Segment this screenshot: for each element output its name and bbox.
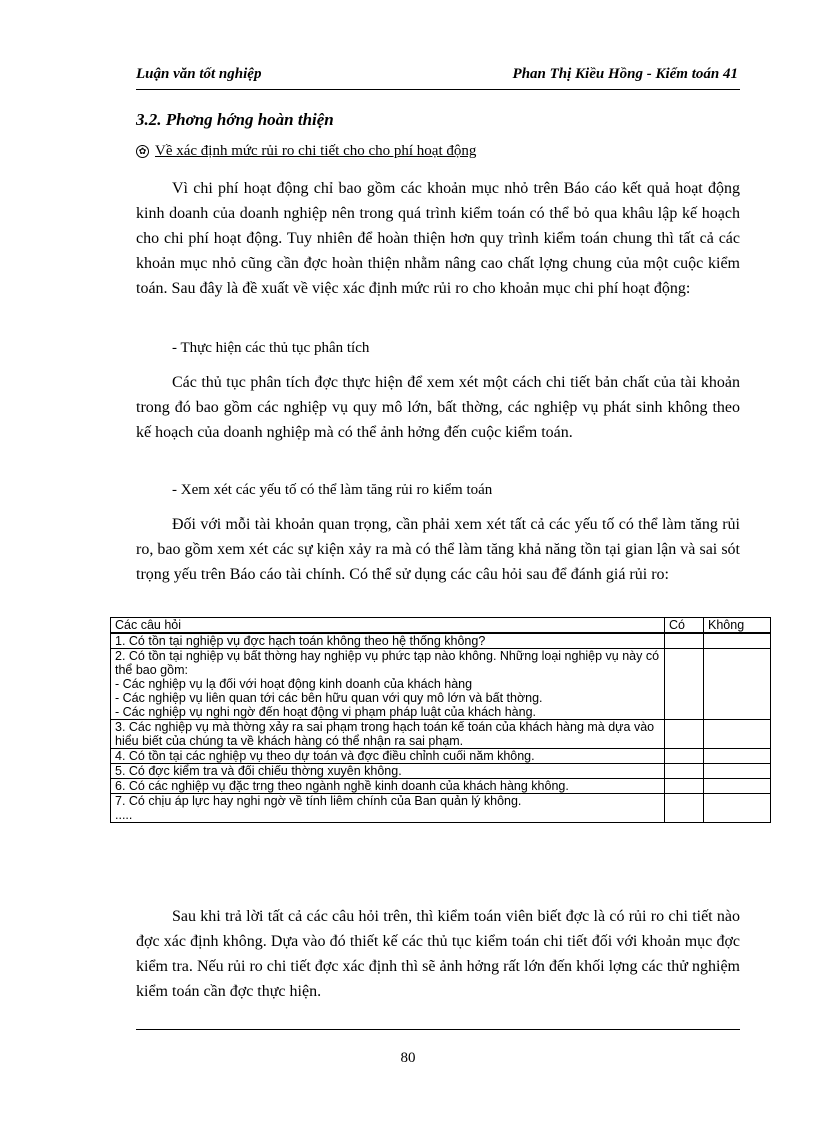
question-cell <box>111 749 665 764</box>
list-item-risk-factors: - Xem xét các yếu tố có thể làm tăng rủi ro kiểm toán <box>172 482 493 498</box>
question-text: 1. Có tồn tại nghiệp vụ đợc hạch toán không theo hệ thống không? <box>115 634 486 648</box>
table-row <box>111 749 771 764</box>
yes-cell <box>665 649 704 720</box>
subheading <box>136 143 476 160</box>
paragraph-3: Đối với mỗi tài khoản quan trọng, cần phải xem xét tất cả các yếu tố có thể làm tăng rủi ro, bao gồm xem xét các sự kiện xảy ra mà có thể làm tăng khả năng tồn tại gian lận và sai sót trọng yếu trên Báo cáo tài chính. Có thể sử dụng các câu hỏi sau để đánh giá rủi ro: <box>136 516 740 583</box>
section-heading: 3.2. Phơng hớng hoàn thiện <box>136 110 334 129</box>
table-row <box>111 649 771 720</box>
header-divider <box>136 89 740 90</box>
table-row <box>111 633 771 649</box>
table-row <box>111 764 771 779</box>
paragraph-1: Vì chi phí hoạt động chỉ bao gồm các khoản mục nhỏ trên Báo cáo kết quả hoạt động kinh doanh của doanh nghiệp nên trong quá trình kiểm toán có thể bỏ qua khâu lập kế hoạch cho chi phí hoạt động. Tuy nhiên để hoàn thiện hơn quy trình kiểm toán chung thì tất cả các khoản mục nhỏ cũng cần đợc hoàn thiện nhằm nâng cao chất lợng chung của một cuộc kiểm toán. Sau đây là đề xuất về việc xác định mức rủi ro cho khoản mục chi phí hoạt động: <box>136 180 740 297</box>
question-cell <box>111 779 665 794</box>
yes-cell <box>665 794 704 823</box>
yes-cell <box>665 764 704 779</box>
no-cell <box>704 633 771 649</box>
paragraph-2: Các thủ tục phân tích đợc thực hiện để xem xét một cách chi tiết bản chất của tài khoản trong đó bao gồm các nghiệp vụ quy mô lớn, bất thờng, các nghiệp vụ phát sinh không theo kế hoạch của doanh nghiệp mà có thể ảnh hởng đến cuộc kiểm toán. <box>136 374 740 441</box>
question-text: 5. Có đợc kiểm tra và đối chiếu thờng xuyên không. <box>115 764 402 778</box>
header-questions: Các câu hỏi <box>111 618 665 634</box>
no-cell <box>704 649 771 720</box>
no-cell <box>704 779 771 794</box>
flower-bullet-icon: ✿ <box>136 145 149 158</box>
question-cell <box>111 720 665 749</box>
header-no: Không <box>704 618 771 634</box>
no-cell <box>704 720 771 749</box>
no-cell <box>704 794 771 823</box>
question-text: 4. Có tồn tại các nghiệp vụ theo dự toán và đợc điều chỉnh cuối năm không. <box>115 749 535 763</box>
question-text: 3. Các nghiệp vụ mà thờng xảy ra sai phạm trong hạch toán kế toán của khách hàng mà dựa vào hiểu biết của chúng ta về khách hàng có thể nhận ra sai phạm. <box>115 720 655 748</box>
yes-cell <box>665 749 704 764</box>
subheading-text: Về xác định mức rủi ro chi tiết cho cho phí hoạt động <box>155 143 477 159</box>
yes-cell <box>665 779 704 794</box>
question-cell <box>111 649 665 720</box>
question-subitem: - Các nghiệp vụ nghi ngờ đến hoạt động vi phạm pháp luật của khách hàng. <box>115 705 536 719</box>
header-author: Phan Thị Kiều Hồng - Kiểm toán 41 <box>512 66 738 82</box>
no-cell <box>704 749 771 764</box>
table-row <box>111 794 771 823</box>
list-item-analysis: - Thực hiện các thủ tục phân tích <box>172 340 370 356</box>
question-cell <box>111 794 665 823</box>
question-text: 7. Có chịu áp lực hay nghi ngờ về tính liêm chính của Ban quản lý không. <box>115 794 522 808</box>
table-row <box>111 720 771 749</box>
question-ellipsis: ..... <box>115 808 133 822</box>
question-text: 6. Có các nghiệp vụ đặc trng theo ngành nghề kinh doanh của khách hàng không. <box>115 779 569 793</box>
footer-divider <box>136 1029 740 1030</box>
question-subitem: - Các nghiệp vụ liên quan tới các bên hữu quan với quy mô lớn và bất thờng. <box>115 691 543 705</box>
risk-questions-table <box>110 617 771 823</box>
header-thesis-label: Luận văn tốt nghiệp <box>136 66 262 82</box>
question-text: 2. Có tồn tại nghiệp vụ bất thờng hay nghiệp vụ phức tạp nào không. Những loại nghiệp vụ này có thể bao gồm: <box>115 649 660 677</box>
question-cell <box>111 633 665 649</box>
page-header <box>136 66 740 88</box>
no-cell <box>704 764 771 779</box>
table-row <box>111 779 771 794</box>
question-cell <box>111 764 665 779</box>
yes-cell <box>665 633 704 649</box>
yes-cell <box>665 720 704 749</box>
paragraph-4: Sau khi trả lời tất cả các câu hỏi trên, thì kiểm toán viên biết đợc là có rủi ro chi tiết nào đợc xác định không. Dựa vào đó thiết kế các thủ tục kiểm toán chi tiết đối với khoản mục đợc kiểm tra. Nếu rủi ro chi tiết đợc xác định thì sẽ ảnh hởng rất lớn đến khối lợng các thử nghiệm kiểm toán cần đợc thực hiện. <box>136 908 740 1000</box>
table-header-row <box>111 618 771 634</box>
question-subitem: - Các nghiệp vụ lạ đối với hoạt động kinh doanh của khách hàng <box>115 677 473 691</box>
header-yes: Có <box>665 618 704 634</box>
page-number: 80 <box>400 1050 416 1066</box>
